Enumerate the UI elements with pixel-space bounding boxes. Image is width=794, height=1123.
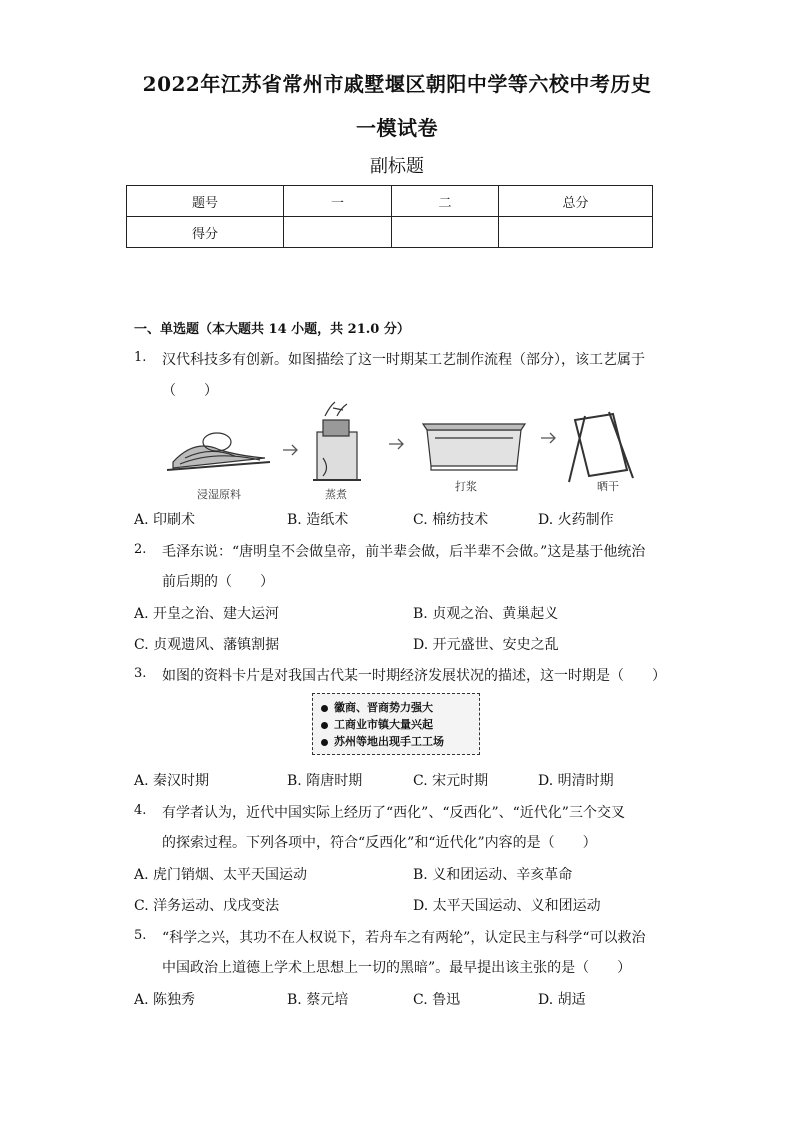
option-d[interactable]: D. 胡适	[538, 992, 586, 1008]
option-c[interactable]: C. 贞观遗风、藩镇割据	[134, 637, 280, 653]
exam-subtitle: 副标题	[370, 156, 424, 177]
option-a[interactable]: A. 印刷术	[134, 512, 196, 528]
question-number: 1.	[134, 350, 147, 365]
info-card-text: 苏州等地出现手工工场	[334, 735, 444, 748]
question-text-continued: 的探索过程。下列各项中，符合“反西化”和“近代化”内容的是（ ）	[162, 835, 597, 851]
option-c[interactable]: C. 宋元时期	[413, 773, 489, 789]
option-d[interactable]: D. 太平天国运动、义和团运动	[413, 898, 601, 914]
section-heading: 一、单选题（本大题共 14 小题，共 21.0 分）	[134, 322, 410, 337]
exam-title-line-2: 一模试卷	[356, 116, 438, 140]
process-step-caption: 蒸煮	[325, 488, 347, 501]
question-text-continued: 中国政治上道德上学术上思想上一切的黑暗”。最早提出该主张的是（ ）	[162, 960, 632, 976]
process-step-caption: 晒干	[597, 480, 619, 493]
info-card-text: 徽商、晋商势力强大	[334, 701, 433, 714]
process-step-caption: 打浆	[455, 480, 477, 493]
arrow-icon	[389, 439, 403, 449]
process-illustration	[165, 398, 635, 500]
option-b[interactable]: B. 造纸术	[287, 512, 349, 528]
question-text-continued: 前后期的（ ）	[162, 574, 274, 590]
option-a[interactable]: A. 开皇之治、建大运河	[134, 606, 280, 622]
soak-material-illustration	[167, 433, 270, 470]
score-input-cell[interactable]	[392, 217, 499, 248]
score-table-header-row	[127, 186, 653, 217]
score-input-cell[interactable]	[499, 217, 653, 248]
option-d[interactable]: D. 火药制作	[538, 512, 614, 528]
info-card	[312, 693, 480, 755]
question-number: 4.	[134, 803, 147, 818]
score-table	[126, 185, 653, 248]
question-text: 汉代科技多有创新。如图描绘了这一时期某工艺制作流程（部分），该工艺属于	[162, 352, 645, 368]
score-input-cell[interactable]	[284, 217, 392, 248]
info-card-text: 工商业市镇大量兴起	[334, 718, 433, 731]
question-text-continued: （ ）	[162, 383, 218, 399]
question-text: 有学者认为，近代中国实际上经历了“西化”、“反西化”、“近代化”三个交叉	[162, 805, 625, 821]
score-table-score-row	[127, 217, 653, 248]
score-header-cell: 总分	[499, 186, 653, 217]
score-header-cell: 题号	[127, 186, 284, 217]
papermaking-process-figure	[165, 398, 635, 500]
option-b[interactable]: B. 蔡元培	[287, 992, 349, 1008]
arrow-icon	[283, 445, 297, 455]
option-a[interactable]: A. 虎门销烟、太平天国运动	[134, 867, 308, 883]
score-header-cell: 二	[392, 186, 499, 217]
option-d[interactable]: D. 开元盛世、安史之乱	[413, 637, 559, 653]
option-b[interactable]: B. 义和团运动、辛亥革命	[413, 867, 573, 883]
question-number: 2.	[134, 542, 147, 557]
score-row-label: 得分	[127, 217, 284, 248]
option-c[interactable]: C. 鲁迅	[413, 992, 461, 1008]
dry-frame-illustration	[569, 412, 633, 482]
question-text: 如图的资料卡片是对我国古代某一时期经济发展状况的描述，这一时期是（ ）	[162, 668, 666, 684]
option-b[interactable]: B. 贞观之治、黄巢起义	[413, 606, 559, 622]
question-text: “科学之兴，其功不在人权说下，若舟车之有两轮”，认定民主与科学“可以救治	[162, 930, 646, 946]
option-d[interactable]: D. 明清时期	[538, 773, 614, 789]
info-card-line	[321, 733, 471, 750]
bullet-icon	[321, 739, 328, 746]
steam-boil-illustration	[313, 402, 361, 480]
arrow-icon	[541, 433, 555, 443]
bullet-icon	[321, 722, 328, 729]
process-step-caption: 浸湿原料	[197, 488, 241, 501]
option-b[interactable]: B. 隋唐时期	[287, 773, 363, 789]
option-c[interactable]: C. 棉纺技术	[413, 512, 489, 528]
question-number: 3.	[134, 666, 147, 681]
info-card-line	[321, 716, 471, 733]
exam-title-line-1: 2022年江苏省常州市戚墅堰区朝阳中学等六校中考历史	[142, 72, 652, 96]
option-c[interactable]: C. 洋务运动、戊戌变法	[134, 898, 280, 914]
question-text: 毛泽东说：“唐明皇不会做皇帝，前半辈会做，后半辈不会做。”这是基于他统治	[162, 544, 646, 560]
question-number: 5.	[134, 928, 147, 943]
score-header-cell: 一	[284, 186, 392, 217]
option-a[interactable]: A. 陈独秀	[134, 992, 196, 1008]
beat-pulp-illustration	[423, 424, 525, 470]
bullet-icon	[321, 705, 328, 712]
option-a[interactable]: A. 秦汉时期	[134, 773, 210, 789]
info-card-line	[321, 699, 471, 716]
